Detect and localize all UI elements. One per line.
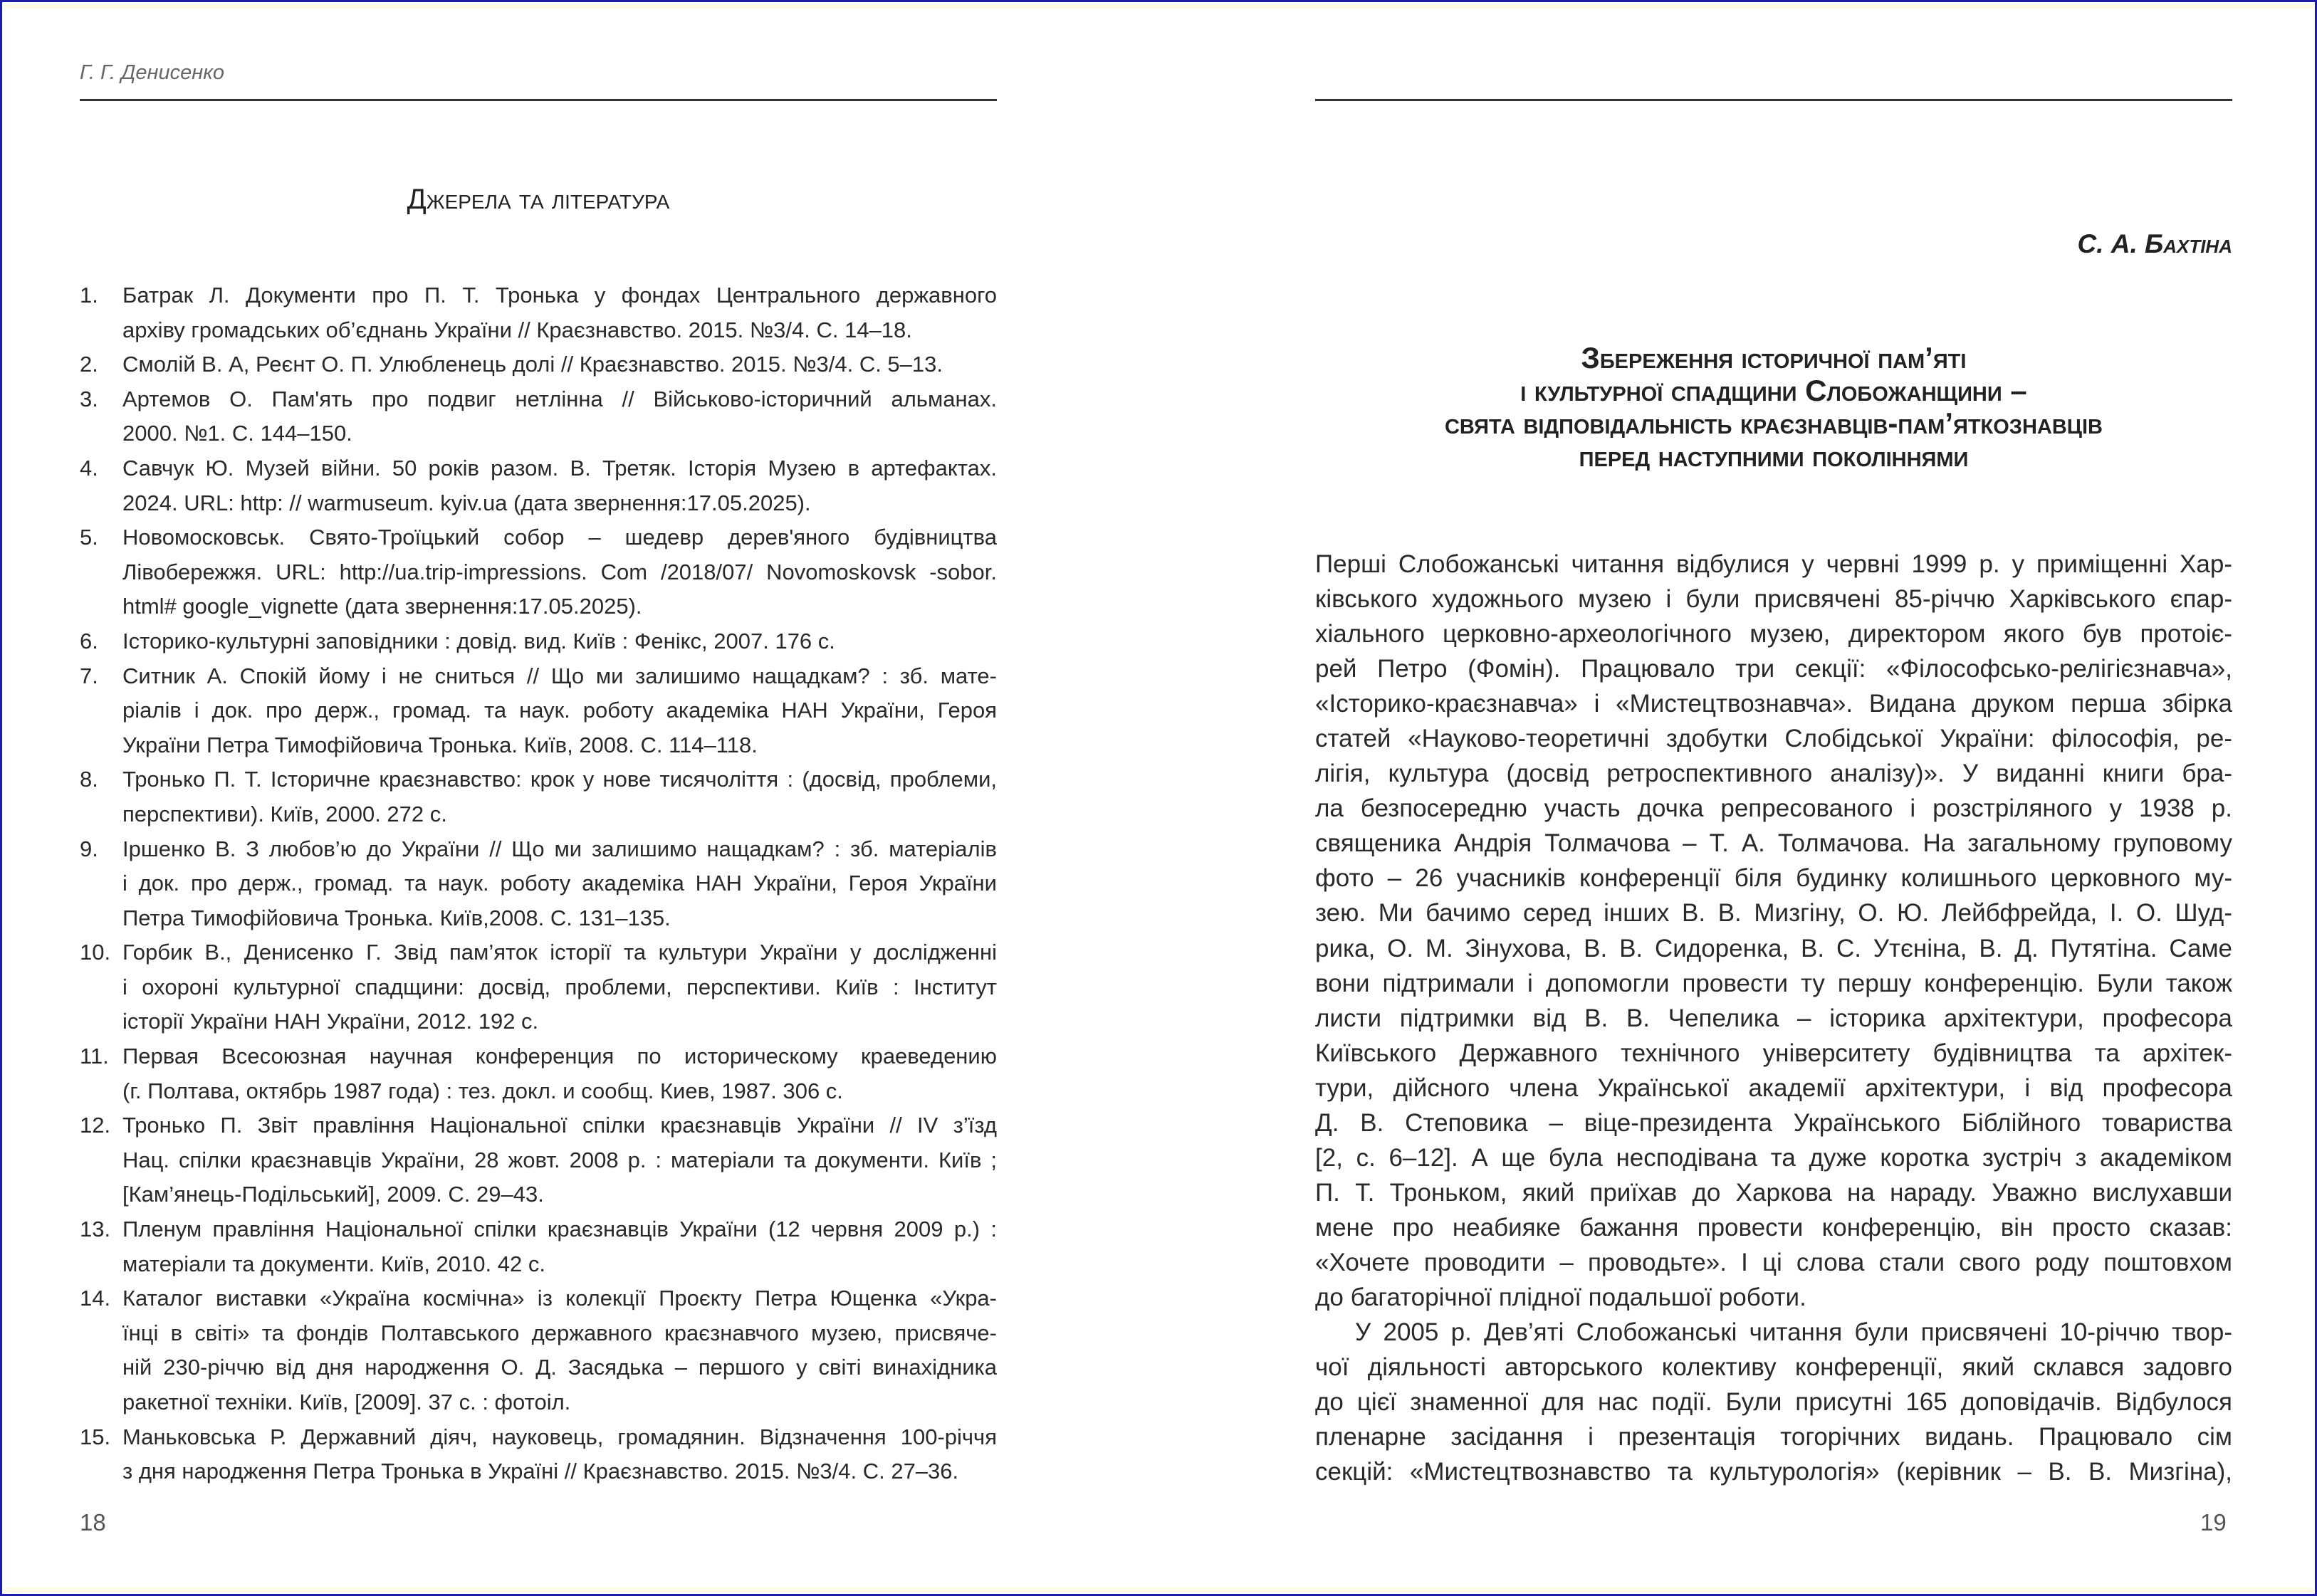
reference-item [80, 520, 997, 624]
reference-line: Батрак Л. Документи про П. Т. Тронька у фондах Центрального державного [122, 283, 997, 308]
reference-line: перспективи). Київ, 2000. 272 с. [122, 801, 447, 826]
reference-number: 2. [80, 352, 98, 377]
reference-item [80, 1039, 997, 1108]
reference-line: html# google_vignette (дата звернення:17.05.2025). [122, 594, 642, 619]
reference-list [80, 278, 997, 1489]
reference-line: Савчук Ю. Музей війни. 50 років разом. В. Третяк. Історія Музею в артефактах. [122, 455, 997, 481]
reference-line: і док. про держ., громад. та наук. роботу академіка НАН України, Героя України [122, 871, 997, 896]
paragraph-line: мене про неабияке бажання провести конференцію, він просто сказав: [1315, 1213, 2232, 1241]
paragraph [1315, 1315, 2232, 1489]
paragraph-line: вони підтримали і допомогли провести ту першу конференцію. Були також [1315, 969, 2232, 997]
article-author: С. А. Бахтіна [2077, 229, 2232, 258]
paragraph [1315, 547, 2232, 1315]
reference-line: [Кам’янець-Подільський], 2009. С. 29–43. [122, 1182, 544, 1207]
reference-line: Нац. спілки краєзнавців України, 28 жовт. 2008 р. : матеріали та документи. Київ ; [122, 1147, 997, 1172]
title-line: свята відповідальність краєзнавців-пам’яткознавців [1444, 406, 2103, 440]
title-line: і культурної спадщини Слобожанщини – [1520, 374, 2027, 407]
reference-line: Каталог виставки «Україна космічна» із колекції Проєкту Петра Ющенка «Укра- [122, 1286, 997, 1311]
reference-number: 11. [80, 1044, 109, 1069]
reference-line: Смолій В. А, Реєнт О. П. Улюбленець долі // Краєзнавство. 2015. №3/4. С. 5–13. [122, 352, 943, 377]
reference-line: (г. Полтава, октябрь 1987 года) : тез. докл. и сообщ. Киев, 1987. 306 с. [122, 1078, 843, 1103]
paragraph-line: Перші Слобожанські читання відбулися у червні 1999 р. у приміщенні Хар- [1315, 550, 2232, 578]
reference-item [80, 278, 997, 347]
paragraph-line: до багаторічної плідної подальшої роботи. [1315, 1283, 1806, 1311]
reference-number: 15. [80, 1424, 111, 1449]
paragraph-line: пленарне засідання і презентація тогорічних видань. Працювало сім [1315, 1423, 2232, 1451]
reference-line: історії України НАН України, 2012. 192 с. [122, 1009, 539, 1034]
reference-number: 7. [80, 663, 98, 688]
reference-number: 9. [80, 836, 98, 861]
paragraph-line: рика, О. М. Зінухова, В. В. Сидоренка, В. С. Утєніна, В. Д. Путятіна. Саме [1315, 934, 2232, 962]
paragraph-line: чої діяльності авторського колективу конференції, який склався задовго [1315, 1353, 2232, 1382]
paragraph-line: статей «Науково-теоретичні здобутки Слобідської України: філософія, ре- [1315, 725, 2232, 753]
reference-line: Маньковська Р. Державний діяч, науковець, громадянин. Відзначення 100-річчя [122, 1424, 997, 1449]
paragraph-line: У 2005 р. Дев’яті Слобожанські читання були присвячені 10-річчю твор- [1355, 1318, 2232, 1347]
reference-line: ній 230-річчю від дня народження О. Д. Засядька – першого у світі винахідника [122, 1355, 997, 1380]
article-body [1315, 547, 2232, 1489]
reference-line: Горбик В., Денисенко Г. Звід пам’яток історії та культури України у дослідженні [122, 940, 997, 965]
paragraph-line: хіального церковно-археологічного музею, директором якого був протоіє- [1315, 620, 2232, 649]
reference-number: 13. [80, 1217, 111, 1242]
paragraph-line: зею. Ми бачимо серед інших В. В. Мизгіну, О. Ю. Лейбфрейда, І. О. Шуд- [1315, 899, 2232, 928]
paragraph-line: ківського художнього музею і були присвячені 85-річчю Харківського єпар- [1315, 585, 2232, 614]
reference-line: ракетної техніки. Київ, [2009]. 37 с. : фотоіл. [122, 1390, 571, 1414]
reference-number: 5. [80, 525, 98, 550]
title-line: перед наступними поколіннями [1579, 439, 1969, 473]
reference-line: Лівобережжя. URL: http://ua.trip-impressions. Com /2018/07/ Novomoskovsk -sobor. [122, 559, 997, 584]
title-line: Збереження історичної пам’яті [1581, 341, 1967, 374]
reference-item [80, 832, 997, 936]
reference-line: Тронько П. Т. Історичне краєзнавство: крок у нове тисячоліття : (досвід, проблеми, [122, 767, 997, 792]
reference-line: Тронько П. Звіт правління Національної спілки краєзнавців України // IV з’їзд [122, 1113, 997, 1138]
paragraph-line: рей Петро (Фомін). Працювало три секції: «Філософсько-релігієзнавча», [1315, 655, 2232, 683]
paragraph-line: фото – 26 учасників конференції біля будинку колишнього церковного му- [1315, 864, 2232, 893]
paragraph-line: секцій: «Мистецтвознавство та культурологія» (керівник – В. В. Мизгіна), [1315, 1458, 2232, 1486]
reference-item [80, 347, 997, 382]
paragraph-line: П. Т. Троньком, який приїхав до Харкова на нараду. Уважно вислухавши [1315, 1178, 2232, 1207]
paragraph-line: священика Андрія Толмачова – Т. А. Толмачова. На загальному груповому [1315, 829, 2232, 858]
paragraph-line: Київського Державного технічного університету будівництва та архітек- [1315, 1039, 2232, 1067]
reference-line: Пленум правління Національної спілки краєзнавців України (12 червня 2009 р.) : [122, 1217, 997, 1242]
reference-line: Новомосковськ. Свято-Троїцький собор – шедевр дерев'яного будівництва [122, 525, 997, 550]
header-rule [80, 99, 997, 101]
paragraph-line: лігія, культура (досвід ретроспективного аналізу)». У виданні книги бра- [1315, 760, 2232, 788]
reference-line: 2024. URL: http: // warmuseum. kyiv.ua (дата звернення:17.05.2025). [122, 490, 811, 515]
reference-item [80, 1420, 997, 1489]
paragraph-line: «Хочете проводити – проводьте». І ці слова стали свого роду поштовхом [1315, 1248, 2232, 1276]
reference-line: архіву громадських об’єднань України // Краєзнавство. 2015. №3/4. С. 14–18. [122, 317, 912, 342]
paragraph-line: ла безпосередню участь дочка репресованого і розстріляного у 1938 р. [1315, 794, 2232, 823]
reference-number: 3. [80, 386, 98, 411]
reference-item [80, 762, 997, 831]
reference-number: 14. [80, 1286, 111, 1311]
reference-item [80, 451, 997, 520]
reference-line: Артемов О. Пам'ять про подвиг нетлінна // Військово-історичний альманах. [122, 386, 997, 411]
paragraph-line: до цієї знаменної для нас події. Були присутні 165 доповідачів. Відбулося [1315, 1388, 2232, 1417]
reference-number: 12. [80, 1113, 111, 1138]
reference-item [80, 1212, 997, 1281]
running-head: Г. Г. Денисенко [80, 61, 225, 84]
reference-line: Петра Тимофійовича Тронька. Київ,2008. С. 131–135. [122, 905, 671, 930]
reference-item [80, 1281, 997, 1419]
reference-line: Первая Всесоюзная научная конференция по историческому краеведению [122, 1044, 997, 1069]
paragraph-line: тури, дійсного члена Української академії архітектури, і від професора [1315, 1073, 2232, 1102]
article-title [1315, 342, 2232, 473]
reference-line: матеріали та документи. Київ, 2010. 42 с. [122, 1251, 545, 1276]
reference-item [80, 659, 997, 763]
paragraph-line: [2, с. 6–12]. А ще була несподівана та дуже коротка зустріч з академіком [1315, 1143, 2232, 1172]
reference-line: Історико-культурні заповідники : довід. вид. Київ : Фенікс, 2007. 176 с. [122, 628, 835, 653]
page-number: 18 [80, 1509, 106, 1535]
frame-bottom-edge [4, 1587, 2313, 1592]
header-rule [1315, 99, 2232, 101]
reference-item [80, 935, 997, 1039]
reference-item [80, 1108, 997, 1212]
reference-line: ріалів і док. про держ., громад. та наук. роботу академіка НАН України, Героя [122, 698, 997, 723]
reference-line: 2000. №1. С. 144–150. [122, 421, 352, 446]
reference-number: 8. [80, 767, 98, 792]
reference-item [80, 382, 997, 451]
page-number: 19 [2200, 1509, 2227, 1535]
paragraph-line: листи підтримки від В. В. Чепелика – історика архітектури, професора [1315, 1004, 2232, 1032]
reference-line: Ситник А. Спокій йому і не сниться // Що ми залишимо нащадкам? : зб. мате- [122, 663, 997, 688]
reference-line: України Петра Тимофійовича Тронька. Київ, 2008. С. 114–118. [122, 732, 758, 757]
section-title: Джерела та література [407, 184, 670, 215]
reference-line: їнці в світі» та фондів Полтавського державного краєзнавчого музею, присвяче- [122, 1320, 997, 1345]
reference-item [80, 624, 997, 659]
paragraph-line: «Історико-краєзнавча» і «Мистецтвознавча». Видана друком перша збірка [1315, 690, 2232, 718]
reference-line: і охороні культурної спадщини: досвід, проблеми, перспективи. Київ : Інститут [122, 974, 997, 999]
reference-number: 4. [80, 455, 98, 481]
reference-line: з дня народження Петра Тронька в Україні // Краєзнавство. 2015. №3/4. С. 27–36. [122, 1459, 959, 1484]
reference-line: Іршенко В. З любов’ю до України // Що ми залишимо нащадкам? : зб. матеріалів [122, 836, 997, 861]
frame-top-edge [4, 4, 2313, 9]
paragraph-line: Д. В. Степовика – віце-президента Українського Біблійного товариства [1315, 1108, 2232, 1137]
reference-number: 1. [80, 283, 98, 308]
reference-number: 6. [80, 628, 98, 653]
reference-number: 10. [80, 940, 111, 965]
